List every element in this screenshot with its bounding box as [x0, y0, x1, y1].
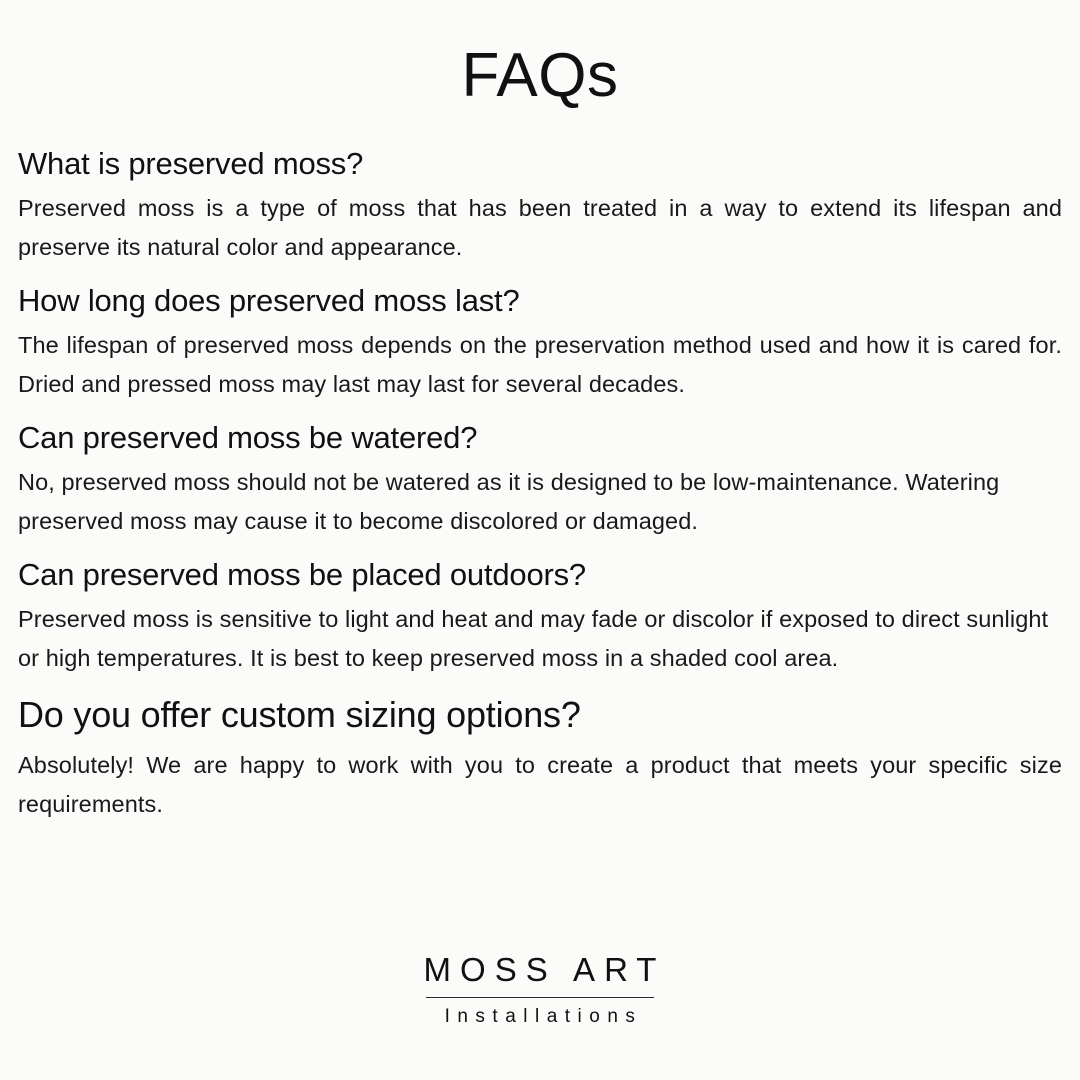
brand-divider — [426, 997, 654, 998]
faq-item — [18, 418, 1062, 541]
page-title: FAQs — [461, 41, 619, 110]
faq-question: What is preserved moss? — [18, 146, 364, 182]
faq-item — [18, 281, 1062, 404]
faq-item — [18, 555, 1062, 678]
brand-name: MOSS ART — [423, 950, 666, 988]
faq-answer: The lifespan of preserved moss depends on the preservation method used and how it is cared for. Dried and pressed moss may last may last for several decades. — [18, 332, 1062, 398]
faq-question: How long does preserved moss last? — [18, 283, 520, 319]
faq-list — [18, 144, 1062, 838]
faq-answer: No, preserved moss should not be watered as it is designed to be low-maintenance. Watering preserved moss may cause it to become discolored or damaged. — [18, 469, 1000, 535]
faq-answer: Preserved moss is a type of moss that has been treated in a way to extend its lifespan and preserve its natural color and appearance. — [18, 195, 1062, 261]
faq-item — [18, 692, 1062, 823]
brand-subtitle: Installations — [444, 1006, 643, 1027]
faq-item — [18, 144, 1062, 267]
faq-answer: Preserved moss is sensitive to light and heat and may fade or discolor if exposed to direct sunlight or high temperatures. It is best to keep preserved moss in a shaded cool area. — [18, 606, 1049, 672]
faq-question: Can preserved moss be watered? — [18, 420, 478, 456]
footer-logo — [0, 952, 1080, 1028]
faq-question: Do you offer custom sizing options? — [18, 694, 581, 736]
faq-answer: Absolutely! We are happy to work with you to create a product that meets your specific size requirements. — [18, 751, 1062, 817]
faq-question: Can preserved moss be placed outdoors? — [18, 557, 586, 593]
